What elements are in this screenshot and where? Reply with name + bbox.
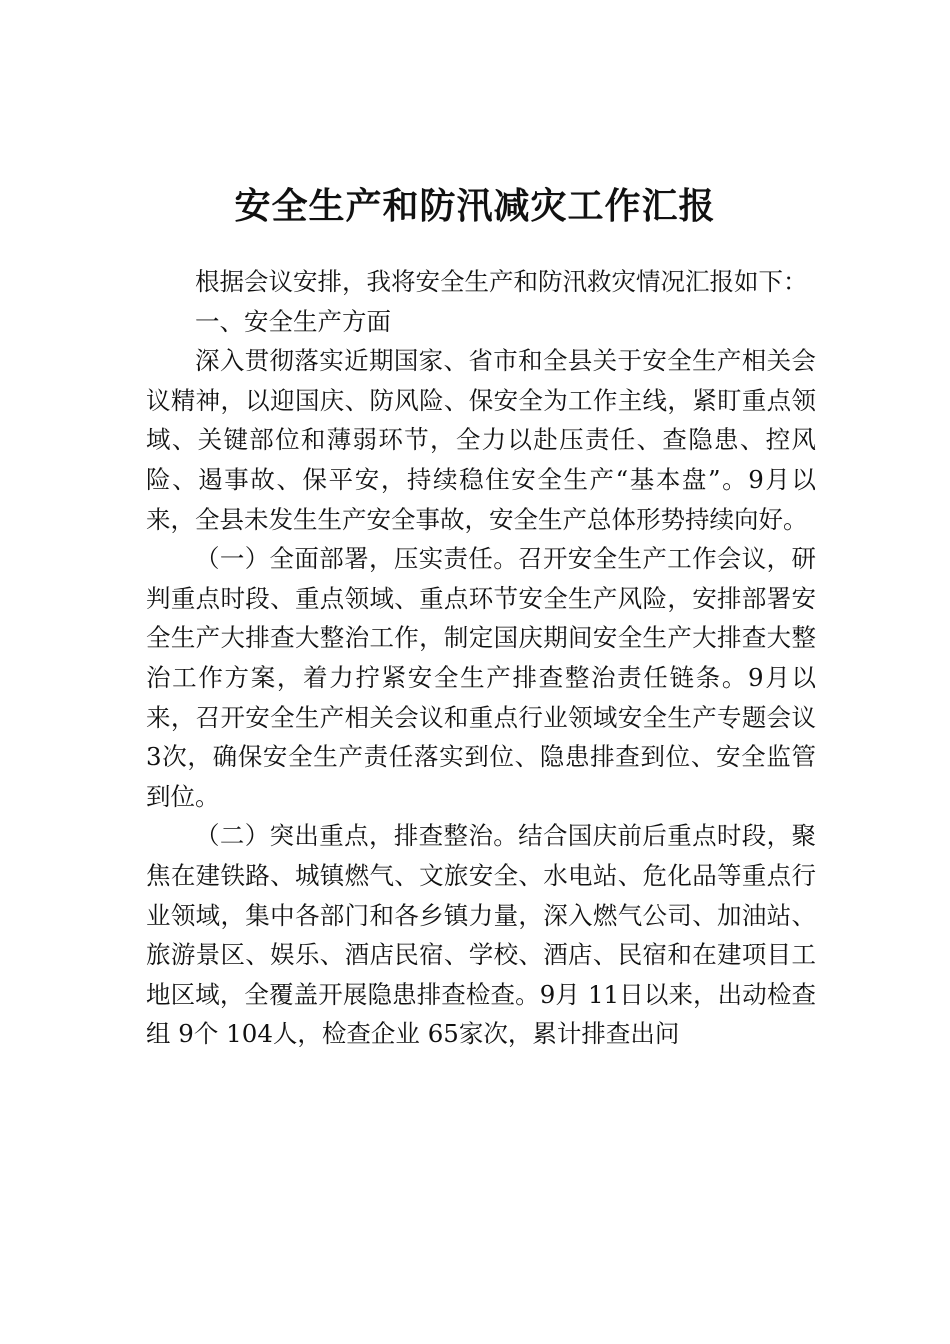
section-heading-safety-production: 一、安全生产方面 <box>195 306 391 336</box>
paragraph-overview: 深入贯彻落实近期国家、省市和全县关于安全生产相关会议精神，以迎国庆、防风险、保安全为工作主线，紧盯重点领域、关键部位和薄弱环节，全力以赴压责任、查隐患、控风险、遏事故、保平安，持续稳住安全生产“基本盘”。9月以来，全县未发生生产安全事故，安全生产总体形势持续向好。 <box>146 346 816 534</box>
paragraph-intro: 根据会议安排，我将安全生产和防汛救灾情况汇报如下： <box>195 267 808 296</box>
paragraph-inspection: （二）突出重点，排查整治。结合国庆前后重点时段，聚焦在建铁路、城镇燃气、文旅安全、水电站、危化品等重点行业领域，集中各部门和各乡镇力量，深入燃气公司、加油站、旅游景区、娱乐、酒店民宿、学校、酒店、民宿和在建项目工地区域，全覆盖开展隐患排查检查。9月 11日以来，出动检查组 9个 104人，检查企业 65家次，累计排查出问 <box>146 821 816 1049</box>
document-body <box>146 262 816 1054</box>
document-title: 安全生产和防汛减灾工作汇报 <box>234 185 716 228</box>
paragraph-deployment: （一）全面部署，压实责任。召开安全生产工作会议，研判重点时段、重点领域、重点环节安全生产风险，安排部署安全生产大排查大整治工作，制定国庆期间安全生产大排查大整治工作方案，着力拧紧安全生产排查整治责任链条。9月以来，召开安全生产相关会议和重点行业领域安全生产专题会议 3次，确保安全生产责任落实到位、隐患排查到位、安全监管到位。 <box>146 544 816 811</box>
